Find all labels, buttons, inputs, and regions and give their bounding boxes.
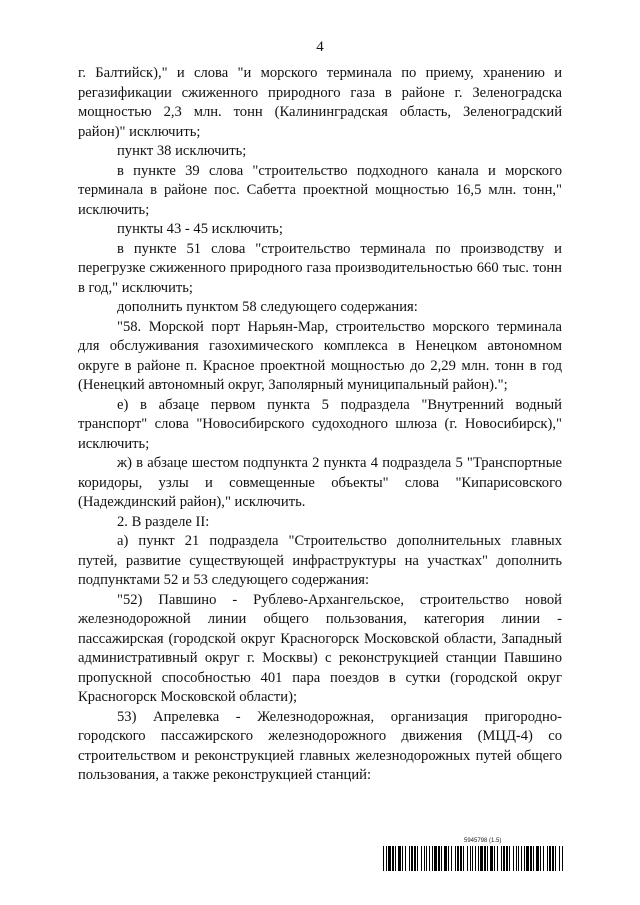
- paragraph: а) пункт 21 подраздела "Строительство дополнительных главных путей, развитие существующей инфраструктуры на участках" дополнить подпунктами 52 и 53 следующего содержания:: [78, 533, 562, 588]
- paragraph: 2. В разделе II:: [117, 513, 210, 530]
- document-body: [78, 64, 562, 786]
- paragraph: в пункте 39 слова "строительство подходного канала и морского терминала в районе пос. Сабетта проектной мощностью 16,5 млн. тонн," исключить;: [78, 162, 562, 218]
- barcode-icon: [383, 846, 563, 871]
- paragraph: г. Балтийск)," и слова "и морского терминала по приему, хранению и регазификации сжиженного природного газа в районе г. Зеленоградска мощностью 2,3 млн. тонн (Калининградская область, Зеленоградский район)" исключить;: [78, 65, 562, 140]
- paragraph: 53) Апрелевка - Железнодорожная, организация пригородно-городского пассажирского железнодорожного движения (МЦД-4) со строительством и реконструкцией главных железнодорожных путей общего пользования, а также реконструкцией станций:: [78, 708, 562, 783]
- paragraph: "52) Павшино - Рублево-Архангельское, строительство новой железнодорожной линии общего пользования, категория линии - пассажирская (городской округ Красногорск Московской области, Западный административный округ г. Москвы) с реконструкцией станции Павшино пропускной способностью 401 пара поездов в сутки (городской округ Красногорск Московской области);: [78, 591, 562, 705]
- paragraph: пункты 43 - 45 исключить;: [117, 221, 283, 237]
- paragraph: ж) в абзаце шестом подпункта 2 пункта 4 подраздела 5 "Транспортные коридоры, узлы и совмещенные объекты" слова "Кипарисовского (Надеждинский район)," исключить.: [78, 455, 562, 510]
- paragraph: в пункте 51 слова "строительство терминала по производству и перегрузке сжиженного природного газа производительностью 660 тыс. тонн в год," исключить;: [78, 240, 562, 296]
- paragraph: пункт 38 исключить;: [117, 143, 247, 159]
- document-code: 5945798 (1.5): [464, 838, 502, 844]
- page-number: 4: [316, 39, 324, 55]
- paragraph: "58. Морской порт Нарьян-Мар, строительство морского терминала для обслуживания газохимического комплекса в Ненецком автономном округе в районе п. Красное проектной мощностью до 2,29 млн. тонн в год (Ненецкий автономный округ, Заполярный муниципальный район).";: [78, 318, 562, 393]
- paragraph: е) в абзаце первом пункта 5 подраздела "Внутренний водный транспорт" слова "Новосибирского судоходного шлюза (г. Новосибирск)," исключить;: [78, 396, 562, 452]
- paragraph: дополнить пунктом 58 следующего содержания:: [117, 299, 418, 315]
